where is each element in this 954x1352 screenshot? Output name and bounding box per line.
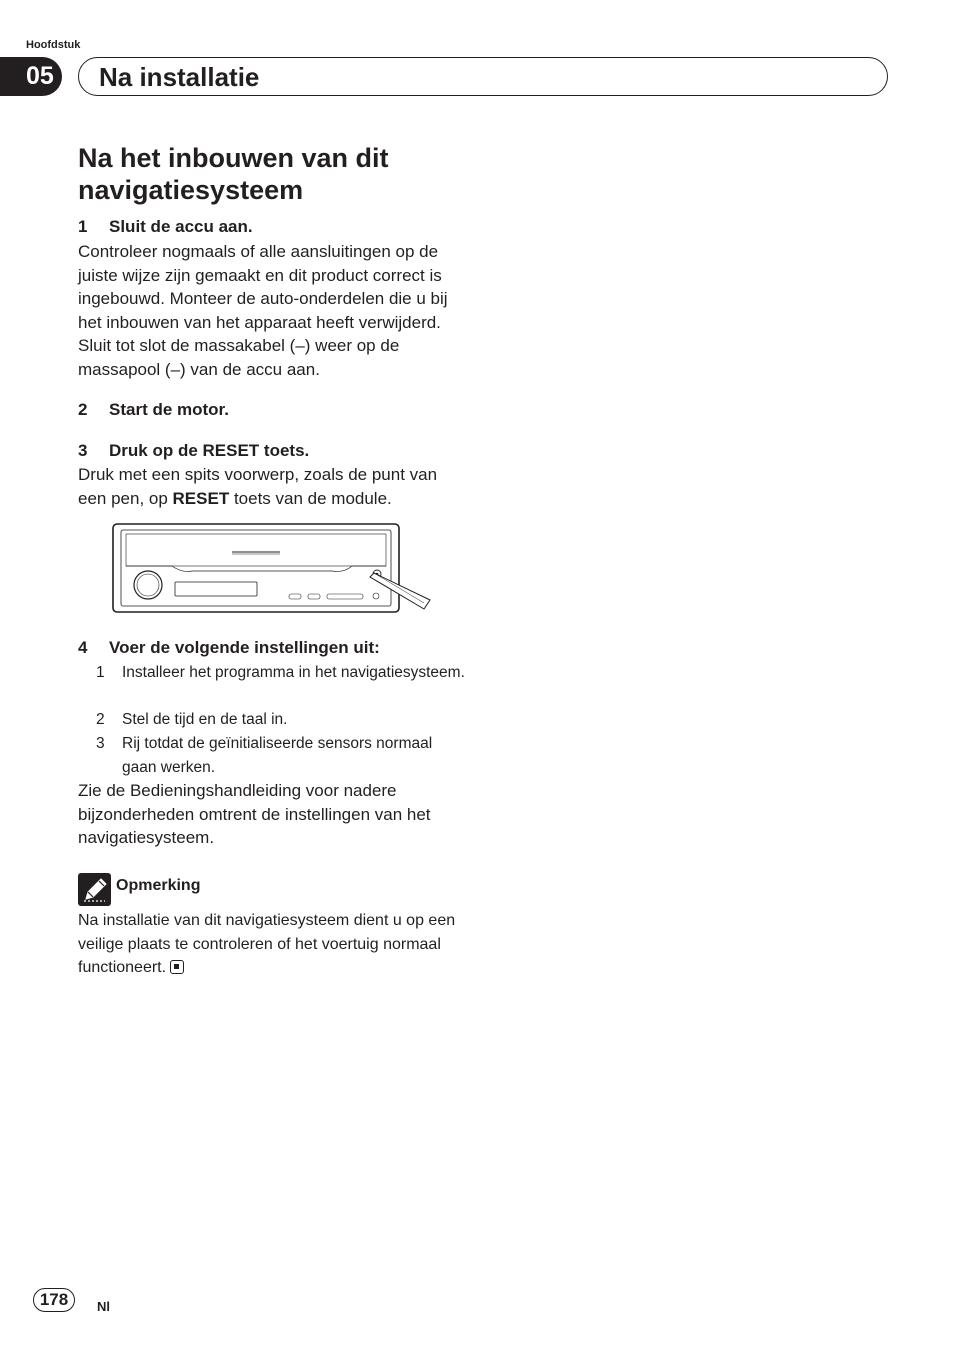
substep-number: 2 [96,711,105,728]
step-3-body-text-end: toets van de module. [229,488,392,508]
substep-number: 1 [96,664,105,681]
chapter-title: Na installatie [99,62,260,92]
substep-number: 3 [96,735,105,752]
substep-text: Stel de tijd en de taal in. [122,711,288,728]
step-title: Druk op de RESET toets. [109,441,310,460]
substep-2 [96,708,466,732]
note-text [78,909,468,980]
step-1-body: Controleer nogmaals of alle aansluitingen op de juiste wijze zijn gemaakt en dit product correct is ingebouwd. Monteer de auto-onderdelen die u bij het inbouwen van het apparaat heeft verwijderd. Sluit tot slot de massakabel (–) weer op de massapool (–) van de accu aan. [78,242,448,379]
step-3-body [78,463,468,510]
head-unit-reset-illustration [112,523,432,615]
step-4-body: Zie de Bedieningshandleiding voor nadere bijzonderheden omtrent de instellingen van het navigatiesysteem. [78,781,431,848]
reset-keyword: RESET [172,488,230,508]
volume-knob-icon [134,571,162,599]
step-2-heading [78,398,229,422]
note-title: Opmerking [116,877,201,894]
chapter-label: Hoofdstuk [26,39,81,51]
substep-text: Rij totdat de geïnitialiseerde sensors normaal gaan werken. [122,735,433,776]
substep-text: Installeer het programma in het navigatiesysteem. [122,664,465,681]
step-title: Sluit de accu aan. [109,217,253,236]
step-number: 1 [78,217,88,236]
step-number: 4 [78,638,88,657]
chapter-number-badge: 05 [0,57,62,96]
substep-3 [96,732,466,780]
step-3-heading [78,439,309,463]
step-number: 3 [78,441,88,460]
step-4-heading [78,636,380,660]
end-of-section-icon [170,960,184,974]
chapter-title-frame [78,57,888,96]
substep-1 [96,661,466,685]
step-1-heading [78,215,253,239]
note-body: Na installatie van dit navigatiesysteem dient u op een veilige plaats te controleren of het voertuig normaal functioneert. [78,912,456,977]
page-number: 178 [33,1288,75,1312]
step-title: Start de motor. [109,400,229,419]
language-code: Nl [97,1299,110,1314]
step-3-body-text: Druk met een spits voorwerp, zoals de punt van een pen, op [78,465,438,508]
step-number: 2 [78,400,88,419]
section-title: Na het inbouwen van dit navigatiesysteem [78,143,389,205]
pencil-note-icon [78,873,111,906]
step-title: Voer de volgende instellingen uit: [109,638,380,657]
